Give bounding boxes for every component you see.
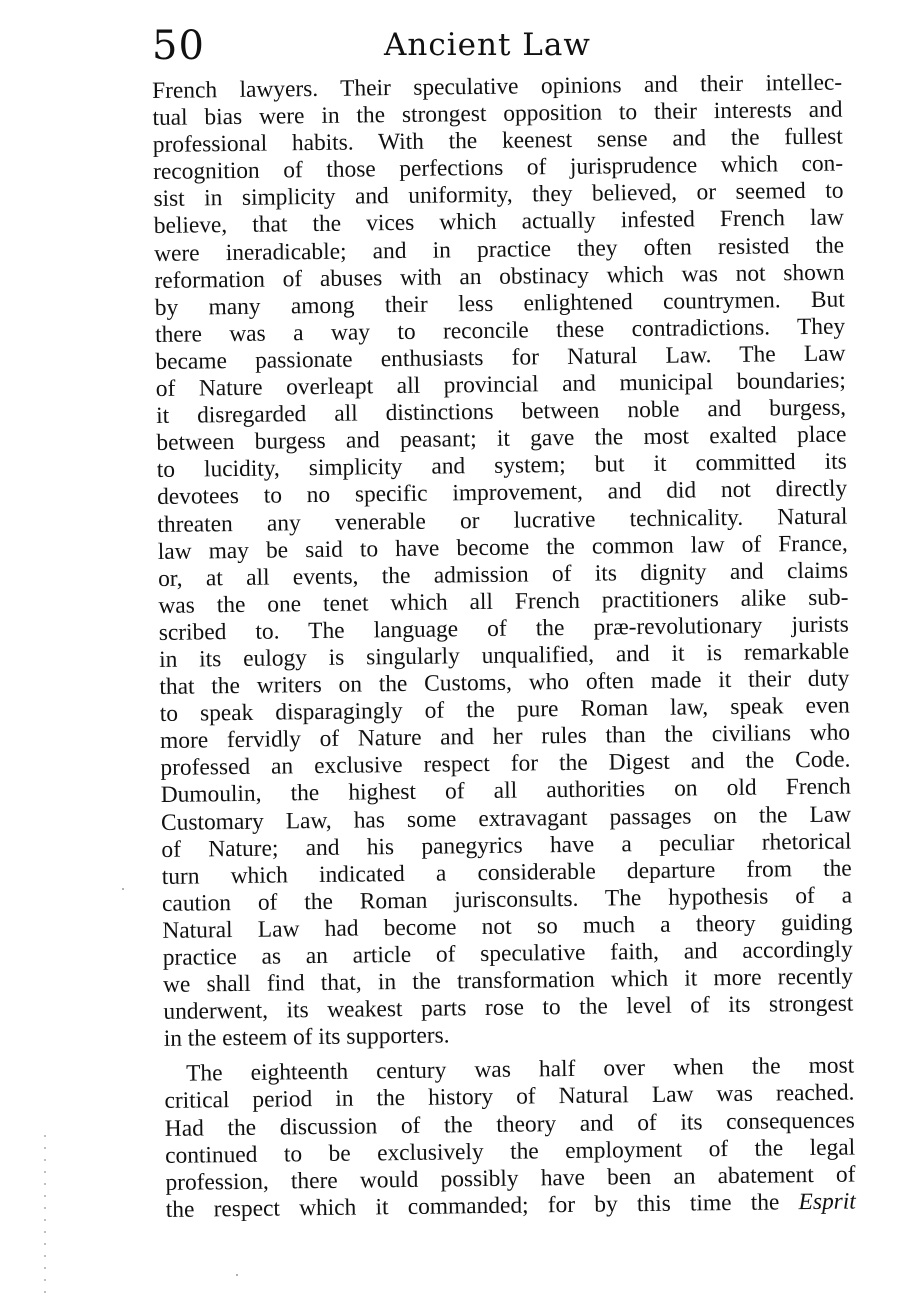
page-edge-artifact	[44, 1130, 46, 1300]
text-line: of Nature; and his panegyrics have a peculiar rhetorical	[161, 828, 852, 863]
text-line: recognition of those perfections of jurisprudence which con-	[152, 150, 844, 186]
text-line: professional habits. With the keenest sense and the fullest	[152, 123, 843, 159]
text-line: Dumoulin, the highest of all authorities on old French	[160, 773, 851, 809]
text-line: tual bias were in the strongest opposition to their interests and	[152, 96, 843, 132]
text-line: were ineradicable; and in practice they often resisted the	[153, 232, 845, 267]
text-line: or, at all events, the admission of its dignity and claims	[157, 557, 849, 592]
text-line: continued to be exclusively the employment of the legal	[165, 1134, 856, 1169]
text-line: reformation of abuses with an obstinacy which was not shown	[154, 259, 845, 294]
text-line: to speak disparagingly of the pure Roman law, speak even	[159, 692, 850, 728]
text-line: of Nature overleapt all provincial and municipal boundaries;	[155, 367, 846, 403]
scan-speck	[122, 888, 124, 890]
paragraph-2	[164, 1053, 856, 1224]
text-line: believe, that the vices which actually infested French law	[153, 205, 844, 240]
text-line: practice as an article of speculative faith, and accordingly	[162, 936, 853, 971]
paragraph-1	[152, 70, 854, 1054]
text-line: The eighteenth century was half over when the most	[186, 1052, 855, 1088]
text-line: caution of the Roman jurisconsults. The hypothesis of a	[161, 882, 853, 917]
page-number: 50	[152, 23, 205, 69]
text-line: sist in simplicity and uniformity, they believed, or seemed to	[153, 177, 844, 213]
running-head-title: Ancient Law	[384, 27, 591, 63]
text-line: critical period in the history of Natural Law was reached.	[164, 1079, 855, 1115]
text-line: that the writers on the Customs, who often made it their duty	[159, 665, 850, 701]
text-line: more fervidly of Nature and her rules than the civilians who	[159, 719, 851, 755]
text-line: was the one tenet which all French practitioners alike sub-	[158, 584, 849, 619]
text-line: profession, there would possibly have been an abatement of	[165, 1161, 856, 1196]
text-line: Natural Law had become not so much a theory guiding	[162, 909, 853, 944]
text-line: in the esteem of its supporters.	[163, 1022, 450, 1053]
text-line: by many among their less enlightened countrymen. But	[154, 286, 845, 321]
scan-speck	[236, 1274, 238, 1276]
text-line: turn which indicated a considerable departure from the	[161, 855, 852, 890]
text-line: French lawyers. Their speculative opinions and their intellec-	[152, 69, 843, 104]
text-run: the respect which it commanded; for by this time the	[165, 1189, 799, 1223]
text-line: underwent, its weakest parts rose to the level of its strongest	[163, 990, 854, 1026]
text-line: to lucidity, simplicity and system; but it committed its	[156, 448, 847, 484]
text-line: between burgess and peasant; it gave the most exalted place	[156, 421, 847, 457]
text-line: scribed to. The language of the præ-revolutionary jurists	[158, 611, 849, 646]
text-line: devotees to no specific improvement, and did not directly	[156, 475, 848, 511]
text-line: Had the discussion of the theory and of its consequences	[164, 1107, 855, 1142]
text-line: in its eulogy is singularly unqualified, and it is remarkable	[158, 638, 850, 673]
text-line: there was a way to reconcile these contradictions. They	[154, 313, 846, 348]
text-line: professed an exclusive respect for the Digest and the Code.	[160, 746, 851, 782]
body-text	[152, 70, 856, 1224]
text-line: we shall find that, in the transformation which it more recently	[162, 963, 854, 999]
text-line: Customary Law, has some extravagant passages on the Law	[160, 801, 852, 836]
text-line: it disregarded all distinctions between noble and burgess,	[155, 394, 847, 430]
text-line: threaten any venerable or lucrative technicality. Natural	[157, 503, 848, 538]
text-line: law may be said to have become the common law of France,	[157, 530, 848, 565]
text-line: became passionate enthusiasts for Natural Law. The Law	[155, 340, 846, 375]
italic-term: Esprit	[798, 1188, 856, 1216]
